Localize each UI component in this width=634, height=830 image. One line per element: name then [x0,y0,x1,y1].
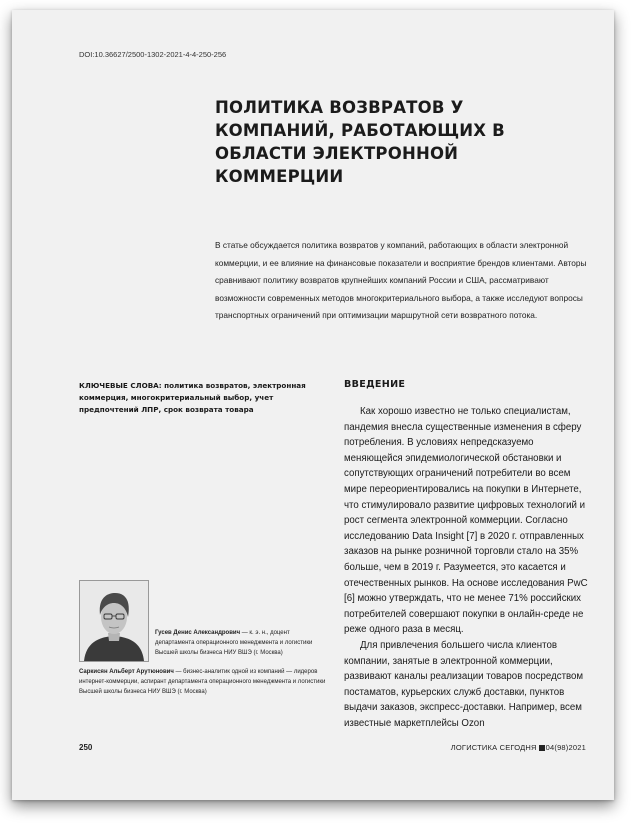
author-2-name: Саркисян Альберт Арутюнович [79,669,174,675]
body-text [344,404,590,731]
section-heading: ВВЕДЕНИЕ [344,379,406,390]
author-2 [79,667,334,697]
square-separator-icon [539,745,545,751]
document-page [12,10,614,800]
author-2-info: — бизнес-аналитик одной из компаний — лидеров интернет-коммерции, аспирант департамента операционного менеджмента и логистики Высшей школы бизнеса НИУ ВШЭ (г. Москва) [79,669,326,695]
author-1 [155,628,330,658]
article-title: ПОЛИТИКА ВОЗВРАТОВ У КОМПАНИЙ, РАБОТАЮЩИХ В ОБЛАСТИ ЭЛЕКТРОННОЙ КОММЕРЦИИ [215,98,505,186]
author-1-info: — к. э. н., доцент департамента операционного менеджмента и логистики Высшей школы бизнеса НИУ ВШЭ (г. Москва) [155,630,313,656]
author-1-name: Гусев Денис Александрович [155,630,241,636]
journal-name: ЛОГИСТИКА СЕГОДНЯ [450,743,537,752]
author-portrait-image [80,581,148,661]
doi-line: DOI:10.36627/2500-1302-2021-4-4-250-256 [79,50,227,59]
author-photo [79,580,149,662]
paragraph: Как хорошо известно не только специалистам, пандемия внесла существенные изменения в сферу потребления. В условиях непредсказуемо меняющейся эпидемиологической обстановки и сопутствующих ограничений потребители во всем мире переориентировались на покупки в Интернете, что стимулировало развитие цифровых технологий и рост сегмента электронной коммерции. Согласно исследованию Data Insight [7] в 2020 г. отправленных заказов на рынке розничной торговли стало на 35% больше, чем в 2019 г. Разумеется, это касается и отечественных рынков. На основе исследования PwC [6] можно утверждать, что не менее 71% российских потребителей совершают покупки в онлайн-среде не реже одного раза в месяц. [344,406,588,636]
journal-issue: 04(98)2021 [545,743,586,752]
journal-footer [451,743,586,752]
keywords: КЛЮЧЕВЫЕ СЛОВА: политика возвратов, электронная коммерция, многокритериальный выбор, учет предпочтений ЛПР, срок возврата товара [79,381,306,414]
abstract: В статье обсуждается политика возвратов у компаний, работающих в области электронной коммерции, и ее влияние на финансовые показатели и восприятие брендов клиентами. Авторы сравнивают политику возвратов крупнейших компаний России и США, рассматривают возможности современных методов многокритериального выбора, а также исследуют вопросы транспортных ограничений при оптимизации маршрутной сети возвратного потока. [215,240,587,320]
page-number: 250 [79,743,93,752]
paragraph: Для привлечения большего числа клиентов компании, занятые в электронной коммерции, развивают каналы реализации товаров посредством постаматов, курьерских служб доставки, пунктов выдачи заказов, экспресс-доставки. Например, всем известные маркетплейсы Ozon [344,639,584,729]
